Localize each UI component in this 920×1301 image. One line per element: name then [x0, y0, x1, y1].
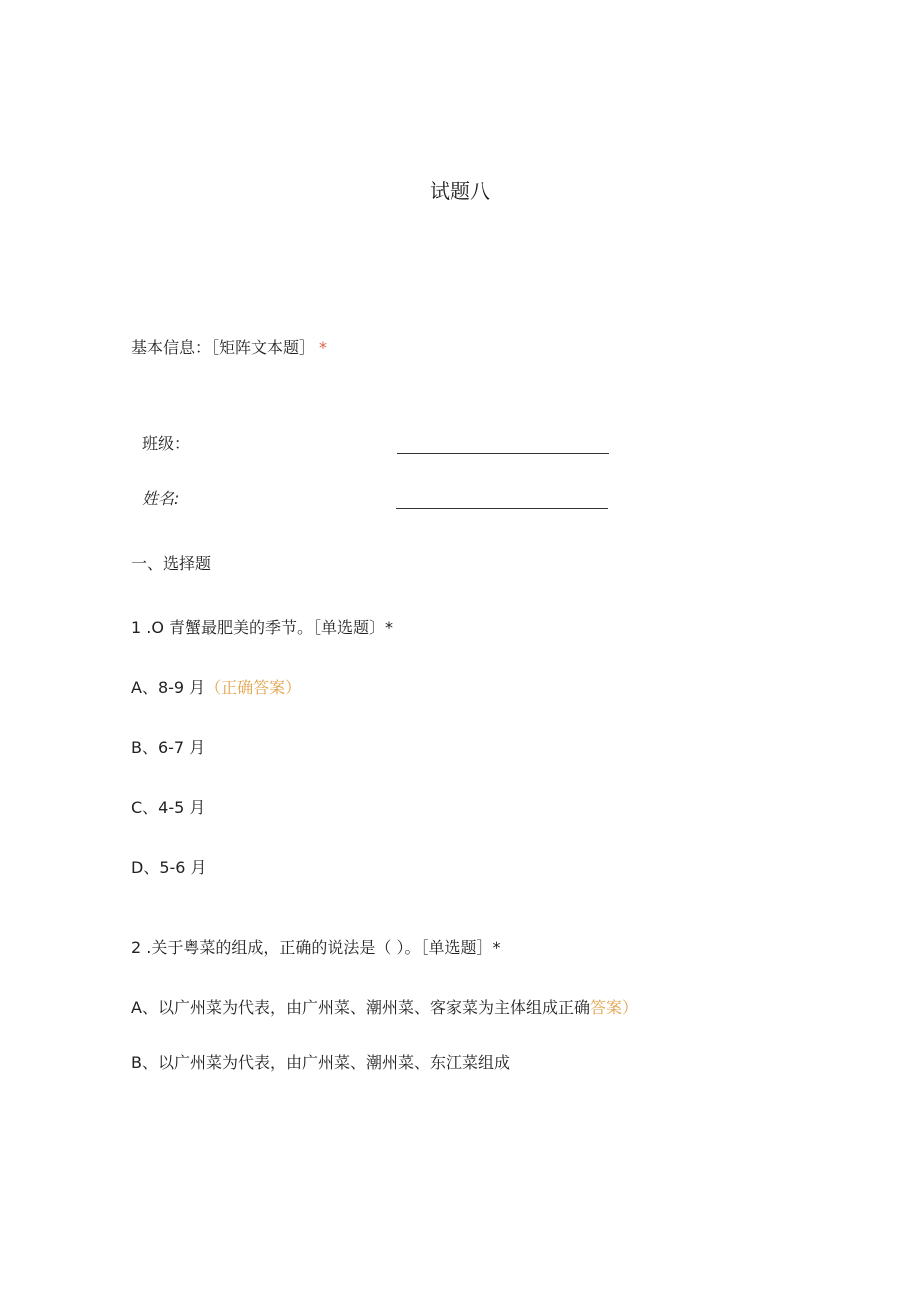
name-field-blank[interactable]	[396, 508, 608, 509]
required-mark: *	[319, 338, 328, 357]
correct-answer-note: 答案）	[589, 998, 638, 1017]
question-2-option-b[interactable]: B、以广州菜为代表，由广州菜、潮州菜、东江菜组成	[131, 1053, 510, 1072]
option-a-text: A、以广州菜为代表，由广州菜、潮州菜、客家菜为主体组成正确	[131, 998, 590, 1017]
correct-answer-note: （正确答案）	[205, 678, 302, 697]
question-1-option-c[interactable]: C、4-5 月	[131, 798, 206, 817]
class-field-label: 班级：	[142, 434, 191, 453]
option-a-text: A、8-9 月	[131, 678, 206, 697]
question-1-stem: 1 .O 青蟹最肥美的季节。［单选题〕*	[131, 618, 394, 637]
basic-info-heading	[131, 338, 327, 358]
question-2-stem: 2 .关于粤菜的组成，正确的说法是（ ）。［单选题］*	[131, 938, 501, 957]
name-field-label: 姓名:	[142, 489, 180, 508]
question-2-option-a[interactable]	[131, 998, 638, 1018]
class-field-blank[interactable]	[397, 453, 609, 454]
question-1-option-b[interactable]: B、6-7 月	[131, 738, 206, 757]
basic-info-label: 基本信息：［矩阵文本题］	[131, 338, 316, 357]
question-1-option-a[interactable]	[131, 678, 301, 698]
section-heading: 一、选择题	[131, 554, 212, 573]
page-title: 试题八	[430, 179, 490, 203]
question-1-option-d[interactable]: D、5-6 月	[131, 858, 207, 877]
